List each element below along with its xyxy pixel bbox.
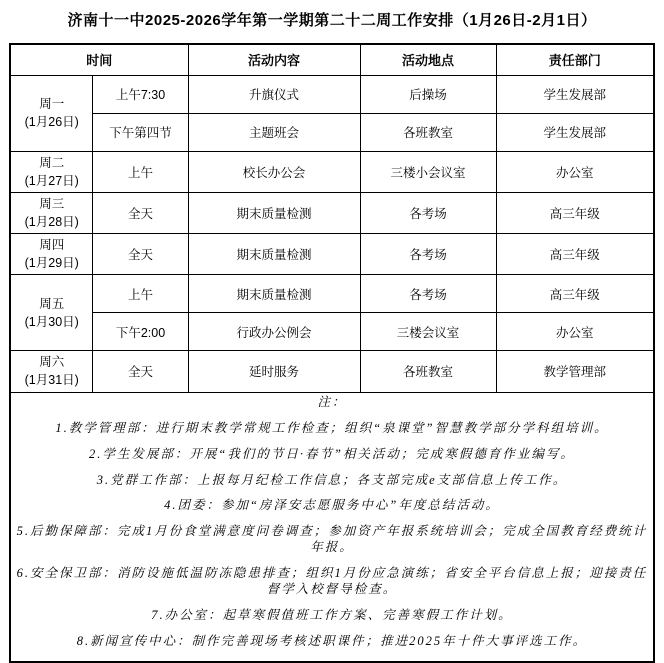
time-cell: 全天 [93,192,188,233]
date-label: (1月29日) [24,256,79,271]
date-label: (1月28日) [24,214,79,229]
table-row [10,151,654,192]
day-cell-tuesday [10,151,93,192]
note-item-7: 7.办公室：起草寒假值班工作方案、完善寒假工作计划。 [151,608,513,623]
location-cell: 三楼小会议室 [360,151,496,192]
day-label: 周六 [39,355,65,370]
department-cell: 学生发展部 [496,75,654,113]
column-header-time: 时间 [10,44,188,75]
page-title: 济南十一中2025-2026学年第一学期第二十二周工作安排（1月26日-2月1日） [67,12,597,29]
department-cell: 办公室 [496,313,654,351]
date-label: (1月27日) [24,173,79,188]
table-row [10,351,654,392]
location-cell: 后操场 [360,75,496,113]
time-cell: 全天 [93,234,188,275]
department-cell: 办公室 [496,151,654,192]
table-row [10,234,654,275]
department-cell: 高三年级 [496,275,654,313]
department-cell: 教学管理部 [496,351,654,392]
location-cell: 各考场 [360,192,496,233]
day-cell-friday [10,275,93,351]
location-cell: 三楼会议室 [360,313,496,351]
day-label: 周二 [39,155,65,170]
note-item-5: 5.后勤保障部：完成1月份食堂满意度问卷调查；参加资产年报系统培训会；完成全国教育经费统计年报。 [16,524,648,555]
time-cell: 下午第四节 [93,113,188,151]
time-cell: 上午 [93,275,188,313]
table-row [10,113,654,151]
department-cell: 高三年级 [496,192,654,233]
note-item-3: 3.党群工作部：上报每月纪检工作信息；各支部完成e支部信息上传工作。 [96,472,568,487]
notes-cell [10,392,654,662]
time-cell: 上午7:30 [93,75,188,113]
table-row [10,275,654,313]
content-cell: 升旗仪式 [188,75,360,113]
table-row [10,313,654,351]
department-cell: 学生发展部 [496,113,654,151]
location-cell: 各考场 [360,275,496,313]
content-cell: 期末质量检测 [188,275,360,313]
date-label: (1月31日) [24,373,79,388]
content-cell: 延时服务 [188,351,360,392]
column-header-content: 活动内容 [188,44,360,75]
content-cell: 主题班会 [188,113,360,151]
day-label: 周四 [39,238,65,252]
day-label: 周三 [39,196,65,211]
day-cell-saturday [10,351,93,392]
column-header-location: 活动地点 [360,44,496,75]
note-item-8: 8.新闻宣传中心：制作完善现场考核述职课件；推进2025年十件大事评选工作。 [76,633,588,648]
header-row [10,44,654,75]
date-label: (1月26日) [24,115,79,129]
location-cell: 各班教室 [360,351,496,392]
department-cell: 高三年级 [496,234,654,275]
time-cell: 全天 [93,351,188,392]
note-item-4: 4.团委：参加“房泽安志愿服务中心”年度总结活动。 [164,498,500,513]
notes-row [10,392,654,662]
content-cell: 期末质量检测 [188,234,360,275]
time-cell: 下午2:00 [93,313,188,351]
time-cell: 上午 [93,151,188,192]
day-label: 周一 [39,96,65,111]
column-header-department: 责任部门 [496,44,654,75]
table-row [10,192,654,233]
note-item-6: 6.安全保卫部：消防设施低温防冻隐患排查；组织1月份应急演练；省安全平台信息上报；迎接责任督学入校督导检查。 [16,566,648,597]
content-cell: 期末质量检测 [188,192,360,233]
day-label: 周五 [39,296,65,311]
date-label: (1月30日) [24,314,79,329]
content-cell: 行政办公例会 [188,313,360,351]
table-row [10,75,654,113]
location-cell: 各考场 [360,234,496,275]
schedule-table [9,43,655,663]
content-cell: 校长办公会 [188,151,360,192]
location-cell: 各班教室 [360,113,496,151]
day-cell-thursday [10,234,93,275]
note-item-1: 1.教学管理部：进行期末教学常规工作检查；组织“泉课堂”智慧教学部分学科组培训。 [55,421,609,436]
notes-label: 注： [317,394,347,409]
note-item-2: 2.学生发展部：开展“我们的节日·春节”相关活动；完成寒假德育作业编写。 [89,446,575,461]
day-cell-wednesday [10,192,93,233]
day-cell-monday [10,75,93,151]
